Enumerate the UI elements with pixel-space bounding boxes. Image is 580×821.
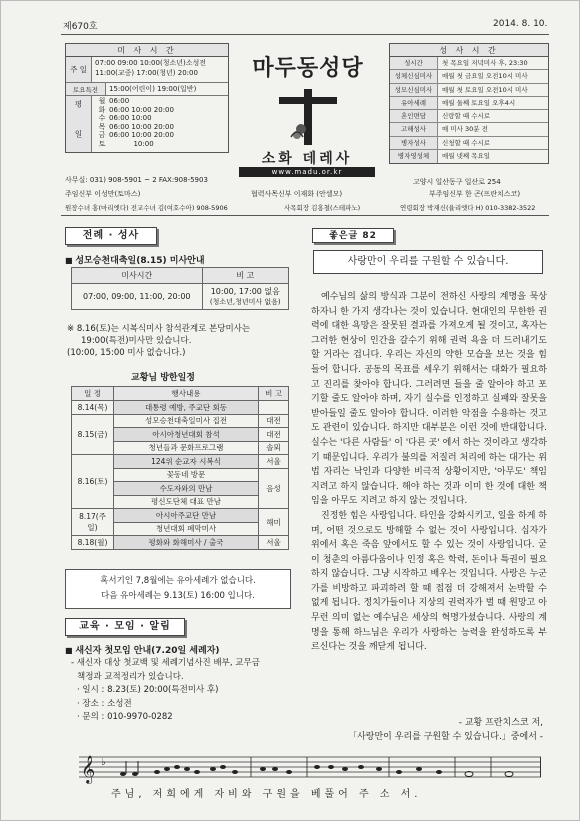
table-row: 8.17(주일) 아시아주교단 만남 해미 [72, 509, 289, 523]
col-mass-time: 미사시간 [72, 268, 203, 284]
weekday-sat: 토 10:00 [98, 139, 154, 148]
table-row: 청년들과 문화프로그램 솔뫼 [72, 441, 289, 455]
sunday-row [66, 57, 228, 83]
sunday-line2: 11:00(교중) 17:00(청년) 20:00 [95, 69, 198, 77]
sacrament-row: 유아세례 매월 둘째 토요일 오후4시 [390, 97, 548, 110]
sisters: 원장수녀 홍(마리엣다) 전교수녀 김(여호수아) 908-5906 [65, 204, 228, 212]
council-president: 사목회장 김홍철(스테파노) [284, 204, 361, 212]
sunday-line1: 07:00 09:00 10:00(청소년)소성전 [95, 59, 207, 67]
cross-rose-icon [273, 85, 343, 147]
weekday-thu: 목 06:00 10:00 20:00 [98, 122, 174, 131]
table-row: 8.14(목) 대통령 예방, 주교단 회동 [72, 401, 289, 415]
sacrament-row: 성시간 첫 목요일 저녁미사 후, 23:30 [390, 57, 548, 70]
good-writing-body [311, 290, 547, 655]
svg-text:𝄞: 𝄞 [81, 755, 96, 783]
sunday-times [92, 57, 228, 82]
assistant-priest: 협력사목신부 이재화 (안셀모) [251, 190, 343, 198]
funeral-president: 연령회장 박재신(율리엣다 H) 010-3382-3522 [400, 204, 536, 212]
parish-subtitle: 소화 데레사 [261, 151, 353, 167]
weekday-wed: 수 06:00 10:00 [98, 114, 152, 123]
sacrament-row: 병자영성체 매월 넷째 목요일 [390, 150, 548, 163]
office-phone: 사무실: 031) 908-5901 ~ 2 FAX:908-5903 [65, 176, 208, 184]
mass-times-title: 미 사 시 간 [66, 44, 228, 57]
pastor: 주임신부 이성만(토마스) [65, 190, 141, 198]
mass-times-table [65, 43, 229, 153]
col-schedule: 일 정 [72, 387, 114, 401]
newcomer-heading: ■ 새신자 첫모임 안내(7.20일 세례자) [65, 643, 220, 656]
paragraph-2: 진정한 힘은 사랑입니다. 타인을 강화시키고, 일을 하게 하며, 어떤 것으로도 방해할 수 없는 것이 사랑입니다. 십자가 위에서 혹은 죽음 앞에서도 할 수 있는 것이 사랑입니다. 굳이 청춘의 아름다움이나 인정 혹은 학력, 돈이나 특권이 필요하지 않습니다. 그냥 시작하고 배우는 것입니다. 사랑은 누군가를 비방하고 파괴하려 할 때 접점 더 강해져서 논박할 수 없게 됩니다. 정치가들이나 지상의 권력자가 벌 때 원망고 아무런 의미 없는 예수님은 세상의 혁명가셨습니다. 사랑의 계명을 통해 하느님은 우리가 사랑하는 능력을 완성하도록 부르신다는 것을 깨닫게 됩니다. [311, 510, 547, 653]
assumption-remarks: 10:00, 17:00 없음 (청소년,청년미사 없음) [202, 284, 288, 310]
baptism-notice: 혹서기인 7,8월에는 유아세례가 없습니다. 다음 유아세례는 9.13(토) 16:00 입니다. [65, 569, 291, 609]
table-row: 꽃동네 방문 음성 [72, 468, 289, 482]
sacrament-row: 성모신심미사 매월 첫 토요일 오전10시 미사 [390, 84, 548, 97]
table-row: 8.15(금) 성모승천대축일미사 집전 대전 [72, 414, 289, 428]
col-events: 행사내용 [114, 387, 259, 401]
music-staff-icon [79, 749, 541, 789]
issue-number: 제670호 [63, 22, 98, 32]
assumption-mass-table [71, 267, 289, 310]
vicar: 부주임신부 한 곤(프란치스코) [429, 190, 521, 198]
table-row: 8.16(토) 124위 순교자 시복식 서울 [72, 455, 289, 469]
address: 고양시 일산동구 일산로 254 [413, 178, 501, 186]
papal-visit-heading: 교황님 방한일정 [131, 373, 195, 383]
sacrament-times-title: 성 사 시 간 [390, 44, 548, 57]
sacrament-row: 병자성사 신청할 때 수시로 [390, 137, 548, 150]
source-book: 「사랑만이 우리를 구원할 수 있습니다.」중에서 - [348, 732, 543, 742]
hymn-lyrics: 주님, 저희에게 자비와 구원을 베풀어 주 소 서. [111, 789, 422, 800]
assumption-times: 07:00, 09:00, 11:00, 20:00 [72, 284, 203, 310]
weekday-row [66, 96, 228, 152]
source-author: - 교황 프란치스코 저, [458, 718, 543, 728]
papal-visit-table [71, 386, 289, 550]
education-section-title: 교육 · 모임 · 알림 [65, 618, 185, 636]
sacrament-row: 혼인면담 신랑할 때 수시로 [390, 110, 548, 123]
table-row: 수도자와의 만남 [72, 482, 289, 496]
newcomer-details: - 새신자 대상 첫교백 및 세례기념사진 배부, 교무금 책정과 교적정리가 있습니다. · 일시 : 8.23(토) 20:00(특전미사 후) · 장소 : 소성전 · 문의 : 010-9970-0282 [71, 658, 260, 722]
saturday-label: 토요특전 [66, 83, 106, 95]
sunday-label: 주 일 [66, 57, 92, 82]
top-rule [61, 34, 549, 35]
saturday-row [66, 83, 228, 96]
good-writing-title: 좋은글 82 [312, 228, 394, 243]
weekday-tue: 화 06:00 10:00 20:00 [98, 105, 174, 114]
liturgy-section-title: 전례 · 성사 [65, 227, 157, 245]
col-note: 비 고 [259, 387, 289, 401]
sacrament-row: 성체신심미사 매월 첫 금요일 오전10시 미사 [390, 70, 548, 83]
weekday-label: 평 일 [66, 96, 92, 152]
sacrament-times-table [389, 43, 549, 164]
table-row: 평신도단체 대표 만남 [72, 495, 289, 509]
table-row: 아시아청년대회 참석 대전 [72, 428, 289, 442]
weekday-times [92, 96, 228, 152]
table-row: 청년대회 폐막미사 [72, 522, 289, 536]
beatification-note: ※ 8.16(토)는 시복식미사 참석관계로 본당미사는 19:00(특전)미사만 있습니다. (10:00, 15:00 미사 없습니다.) [67, 324, 251, 358]
weekday-mon: 월 06:00 [98, 97, 130, 105]
sacrament-row: 고해성사 매 미사 30분 전 [390, 123, 548, 136]
website-link[interactable]: www.madu.or.kr [239, 167, 375, 177]
paragraph-1: 예수님의 삶의 방식과 그분이 전하신 사랑의 계명을 묵상하자니 한 가지 생각나는 것이 있습니다. 현대인의 무한한 권력에 대한 욕망은 잘못된 결과를 가져오게 될 것이고, 혹자는 그러한 현상이 인간을 갈수기 위해 권력 욕을 더 드러내기도 할 거라는 겁니다. 우리는 자신의 약한 모습을 보는 것을 힘들어 합니다. 공동의 목표를 세우기 위해서는 대화가 필요하고 진리를 찾아야 합니다. 그러려면 들을 줄 알아야 하고 포기할 줄도 알아야 하며, 자기 실수를 인정하고 실패와 잘못을 받아들일 줄도 알아야 합니다. 이러한 악점을 수용하는 것고도 관련이 있습니다. 하지만 대부분은 이런 것에 반대합니다. 실수는 '다른 사람들' 이 '다른 곳' 에서 하는 것이라고 생각하기 때문입니다. 우리가 불의를 저질러 처리에 하는 대가는 위법 자리는 낙인과 다양한 비극적 상황이지만, '아무도' 책임지려고 하지 않습니다. 해야 하는 것과 이미 한 것에 대한 책임을 아무도 지려고 하지 않는 것입니다. [311, 292, 547, 507]
weekday-fri: 금 06:00 10:00 20:00 [98, 131, 174, 140]
good-writing-quote: 사랑만이 우리를 구원할 수 있습니다. [313, 250, 543, 274]
saturday-times: 15:00(어린이) 19:00(일반) [109, 85, 197, 93]
issue-date: 2014. 8. 10. [493, 19, 548, 29]
svg-text:♭: ♭ [101, 757, 106, 768]
header-rule [61, 215, 549, 216]
assumption-heading: ■ 성모승천대축일(8.15) 미사안내 [65, 253, 205, 266]
parish-name: 마두동성당 [252, 55, 364, 81]
col-remarks: 비 고 [202, 268, 288, 284]
table-row: 8.18(월) 평화와 화해미사 / 출국 서울 [72, 536, 289, 550]
